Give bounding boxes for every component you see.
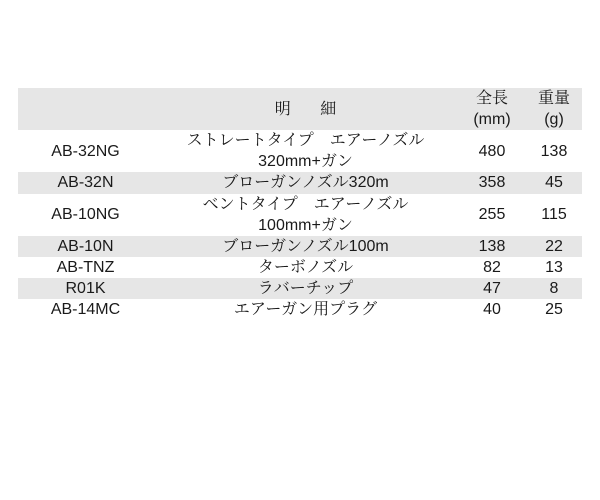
table-row bbox=[18, 299, 582, 320]
row-code: AB-32N bbox=[18, 172, 153, 193]
row-description bbox=[153, 130, 458, 172]
header-weight-line1: 重量 bbox=[526, 88, 582, 109]
row-weight: 13 bbox=[526, 257, 582, 278]
row-length: 82 bbox=[458, 257, 526, 278]
row-code: AB-10N bbox=[18, 236, 153, 257]
row-length: 480 bbox=[458, 130, 526, 172]
row-description: ターボノズル bbox=[153, 257, 458, 278]
row-weight: 138 bbox=[526, 130, 582, 172]
row-description bbox=[153, 194, 458, 236]
table-header-row-1 bbox=[18, 88, 582, 109]
row-length: 358 bbox=[458, 172, 526, 193]
row-code: R01K bbox=[18, 278, 153, 299]
row-description: エアーガン用プラグ bbox=[153, 299, 458, 320]
row-description: ブローガンノズル320m bbox=[153, 172, 458, 193]
table-row bbox=[18, 172, 582, 193]
table-row bbox=[18, 278, 582, 299]
row-description-line2: 100mm+ガン bbox=[258, 216, 353, 234]
row-length: 138 bbox=[458, 236, 526, 257]
header-weight-line2: (g) bbox=[526, 109, 582, 130]
row-weight: 45 bbox=[526, 172, 582, 193]
row-code: AB-14MC bbox=[18, 299, 153, 320]
row-code: AB-10NG bbox=[18, 194, 153, 236]
row-length: 255 bbox=[458, 194, 526, 236]
table-row bbox=[18, 194, 582, 236]
table-row bbox=[18, 236, 582, 257]
row-description-line1: ストレートタイプ エアーノズル bbox=[186, 132, 425, 150]
row-weight: 8 bbox=[526, 278, 582, 299]
row-code: AB-32NG bbox=[18, 130, 153, 172]
row-description-line2: 320mm+ガン bbox=[258, 153, 353, 171]
spec-table-wrapper bbox=[18, 88, 582, 320]
header-code-cell bbox=[18, 88, 153, 109]
row-weight: 25 bbox=[526, 299, 582, 320]
table-row bbox=[18, 257, 582, 278]
header-code-cell-2 bbox=[18, 109, 153, 130]
header-description: 明 細 bbox=[153, 88, 458, 130]
header-length-line2: (mm) bbox=[458, 109, 526, 130]
row-weight: 22 bbox=[526, 236, 582, 257]
row-length: 47 bbox=[458, 278, 526, 299]
row-weight: 115 bbox=[526, 194, 582, 236]
row-description: ブローガンノズル100m bbox=[153, 236, 458, 257]
product-spec-table bbox=[18, 88, 582, 320]
row-length: 40 bbox=[458, 299, 526, 320]
row-description: ラバーチップ bbox=[153, 278, 458, 299]
row-description-line1: ベントタイプ エアーノズル bbox=[202, 195, 409, 213]
row-code: AB-TNZ bbox=[18, 257, 153, 278]
table-row bbox=[18, 130, 582, 172]
header-length-line1: 全長 bbox=[458, 88, 526, 109]
